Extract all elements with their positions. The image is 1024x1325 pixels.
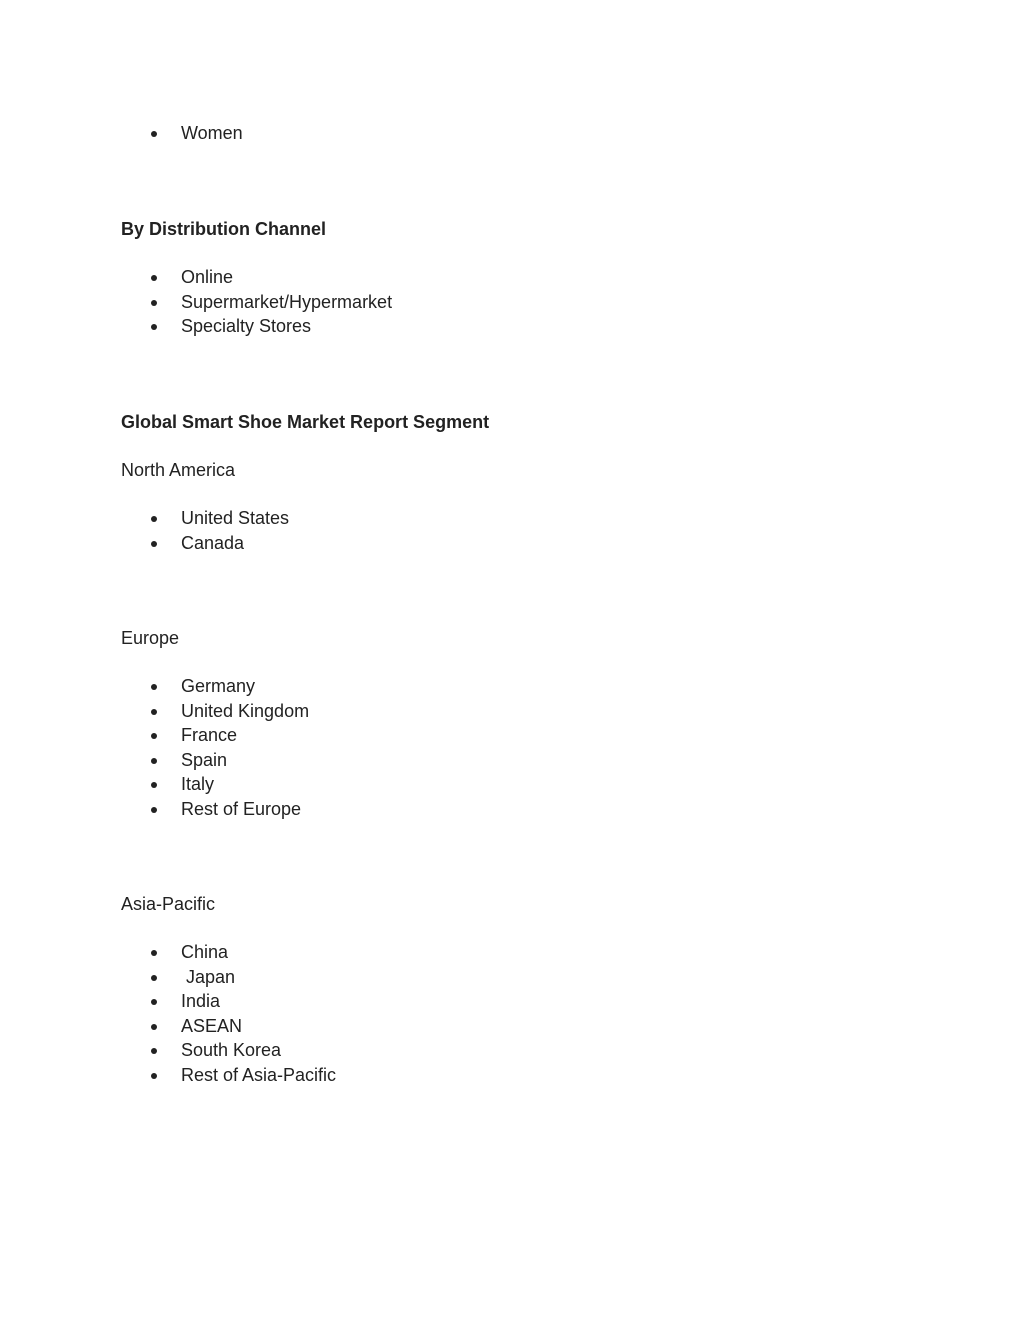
bullet-icon bbox=[151, 758, 157, 764]
bullet-icon bbox=[151, 1024, 157, 1030]
bullet-icon bbox=[151, 324, 157, 330]
list-item-label: Japan bbox=[181, 966, 236, 987]
list-item-label: ASEAN bbox=[181, 1015, 243, 1036]
list-item bbox=[0, 290, 393, 315]
list-item-label: Online bbox=[181, 267, 234, 287]
list-item bbox=[0, 723, 238, 748]
europe-label: Europe bbox=[121, 628, 180, 648]
gender-list bbox=[0, 121, 243, 146]
list-item-label: Women bbox=[181, 123, 243, 143]
list-item bbox=[0, 1063, 337, 1088]
bullet-icon bbox=[151, 516, 157, 522]
bullet-icon bbox=[151, 807, 157, 813]
list-item-label: Italy bbox=[181, 774, 215, 794]
list-item-label: Specialty Stores bbox=[181, 316, 312, 336]
list-item bbox=[0, 1014, 243, 1039]
bullet-icon bbox=[151, 1073, 157, 1079]
list-item-label: Rest of Europe bbox=[181, 798, 302, 819]
bullet-icon bbox=[151, 684, 157, 690]
bullet-icon bbox=[151, 733, 157, 739]
north-america-label: North America bbox=[121, 460, 236, 480]
list-item bbox=[0, 265, 234, 290]
list-item-label: South Korea bbox=[181, 1040, 282, 1060]
list-item bbox=[0, 989, 221, 1014]
list-item bbox=[0, 1038, 282, 1063]
bullet-icon bbox=[151, 999, 157, 1005]
asia-pacific-label: Asia-Pacific bbox=[121, 894, 216, 914]
list-item-label: United Kingdom bbox=[181, 700, 310, 721]
list-item-label: China bbox=[181, 942, 229, 962]
list-item-label: Spain bbox=[181, 749, 228, 770]
list-item bbox=[0, 506, 290, 531]
distribution-list bbox=[0, 265, 393, 339]
distribution-heading: By Distribution Channel bbox=[121, 219, 327, 239]
list-item bbox=[0, 772, 215, 797]
bullet-icon bbox=[151, 950, 157, 956]
bullet-icon bbox=[151, 1048, 157, 1054]
list-item-label: Germany bbox=[181, 676, 256, 696]
bullet-icon bbox=[151, 975, 157, 981]
list-item-label: United States bbox=[181, 508, 290, 528]
list-item-label: Canada bbox=[181, 532, 245, 553]
list-item bbox=[0, 674, 256, 699]
list-item bbox=[0, 965, 236, 990]
bullet-icon bbox=[151, 541, 157, 547]
list-item bbox=[0, 748, 228, 773]
bullet-icon bbox=[151, 275, 157, 281]
list-item-label: France bbox=[181, 725, 238, 745]
report-segment-heading: Global Smart Shoe Market Report Segment bbox=[121, 412, 490, 432]
list-item bbox=[0, 699, 310, 724]
bullet-icon bbox=[151, 782, 157, 788]
bullet-icon bbox=[151, 131, 157, 137]
list-item-label: India bbox=[181, 991, 221, 1011]
bullet-icon bbox=[151, 300, 157, 306]
list-item bbox=[0, 531, 245, 556]
bullet-icon bbox=[151, 709, 157, 715]
list-item bbox=[0, 797, 302, 822]
list-item bbox=[0, 940, 229, 965]
asia-pacific-list bbox=[0, 940, 337, 1087]
list-item bbox=[0, 121, 243, 146]
list-item-label: Supermarket/Hypermarket bbox=[181, 291, 393, 312]
list-item-label: Rest of Asia-Pacific bbox=[181, 1064, 337, 1085]
north-america-list bbox=[0, 506, 290, 555]
list-item bbox=[0, 314, 312, 339]
europe-list bbox=[0, 674, 310, 821]
